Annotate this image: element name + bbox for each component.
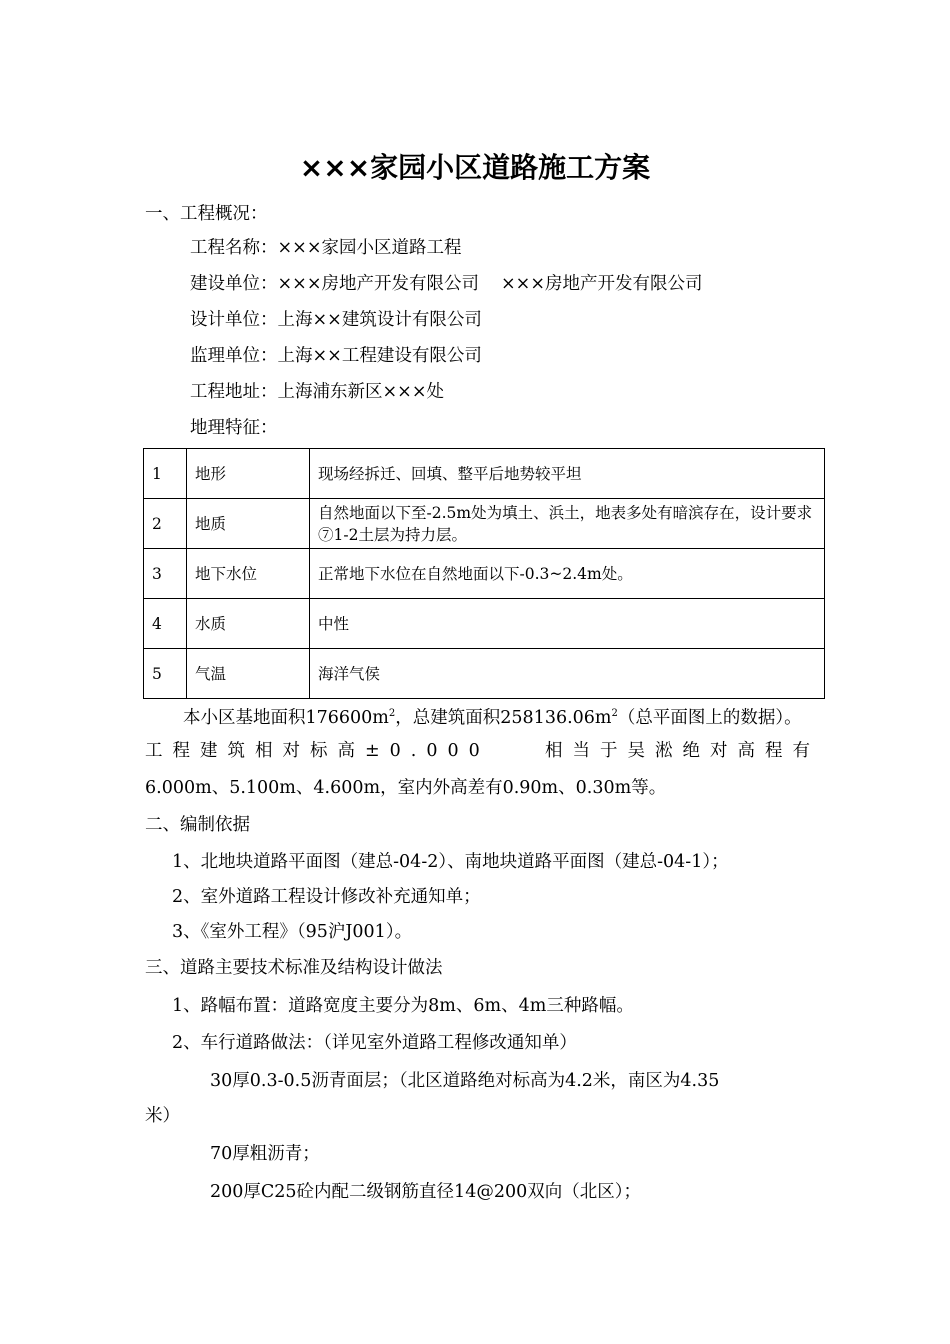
row-number: 2 bbox=[144, 499, 187, 549]
geo-features-heading: 地理特征： bbox=[190, 418, 278, 438]
row-number: 5 bbox=[144, 649, 187, 699]
layer-1-continued: 米） bbox=[145, 1106, 180, 1126]
table-row bbox=[144, 599, 825, 649]
client-unit-primary: 建设单位：×××房地产开发有限公司 bbox=[190, 274, 479, 294]
geo-features-table bbox=[143, 448, 825, 699]
basis-item-1: 1、北地块道路平面图（建总-04-2）、南地块道路平面图（建总-04-1）； bbox=[172, 852, 729, 872]
section-3-heading: 三、道路主要技术标准及结构设计做法 bbox=[145, 958, 443, 978]
section-2-heading: 二、编制依据 bbox=[145, 815, 250, 835]
layer-2: 70厚粗沥青； bbox=[210, 1144, 320, 1164]
client-unit-extra: ×××房地产开发有限公司 bbox=[501, 274, 703, 294]
site-area-text: 本小区基地面积176600m bbox=[183, 707, 389, 728]
layer-3: 200厚C25砼内配二级钢筋直径14@200双向（北区）； bbox=[210, 1182, 641, 1202]
superscript: 2 bbox=[388, 708, 396, 719]
row-description: 海洋气侯 bbox=[310, 649, 825, 699]
supervision-unit: 监理单位：上海××工程建设有限公司 bbox=[190, 346, 482, 366]
row-description: 中性 bbox=[310, 599, 825, 649]
area-line-2 bbox=[145, 739, 820, 763]
row-number: 3 bbox=[144, 549, 187, 599]
project-address: 工程地址：上海浦东新区×××处 bbox=[190, 382, 444, 402]
area-line-3: 6.000m、5.100m、4.600m，室内外高差有0.90m、0.30m等。 bbox=[145, 778, 667, 798]
client-unit bbox=[190, 272, 703, 296]
section-1-heading: 一、工程概况： bbox=[145, 204, 268, 224]
row-description: 自然地面以下至-2.5m处为填土、浜土，地表多处有暗滨存在，设计要求⑦1-2土层为持力层。 bbox=[310, 499, 825, 549]
basis-item-2: 2、室外道路工程设计修改补充通知单； bbox=[172, 887, 481, 907]
table-row bbox=[144, 449, 825, 499]
row-description: 现场经拆迁、回填、整平后地势较平坦 bbox=[310, 449, 825, 499]
building-area-text: ，总建筑面积258136.06m bbox=[395, 707, 612, 728]
table-row bbox=[144, 499, 825, 549]
area-line-1 bbox=[183, 702, 802, 730]
row-description: 正常地下水位在自然地面以下-0.3~2.4m处。 bbox=[310, 549, 825, 599]
layer-1: 30厚0.3-0.5沥青面层；（北区道路绝对标高为4.2米，南区为4.35 bbox=[210, 1071, 720, 1091]
table-row bbox=[144, 649, 825, 699]
table-row bbox=[144, 549, 825, 599]
row-item: 气温 bbox=[187, 649, 310, 699]
superscript: 2 bbox=[611, 708, 618, 719]
project-name: 工程名称：×××家园小区道路工程 bbox=[190, 238, 462, 258]
road-structure-item: 2、车行道路做法：（详见室外道路工程修改通知单） bbox=[172, 1033, 577, 1053]
design-unit: 设计单位：上海××建筑设计有限公司 bbox=[190, 310, 482, 330]
row-item: 水质 bbox=[187, 599, 310, 649]
row-number: 1 bbox=[144, 449, 187, 499]
row-item: 地形 bbox=[187, 449, 310, 499]
elevation-text: 工程建筑相对标高±0.000 bbox=[145, 741, 490, 761]
road-width-item: 1、路幅布置：道路宽度主要分为8m、6m、4m三种路幅。 bbox=[172, 996, 634, 1016]
area-source-note: （总平面图上的数据）。 bbox=[617, 707, 802, 728]
row-item: 地质 bbox=[187, 499, 310, 549]
row-number: 4 bbox=[144, 599, 187, 649]
row-item: 地下水位 bbox=[187, 549, 310, 599]
wusong-elevation-text: 相当于吴淞绝对高程有 bbox=[545, 741, 820, 761]
document-title: ×××家园小区道路施工方案 bbox=[299, 151, 651, 184]
basis-item-3: 3、《室外工程》（95沪J001）。 bbox=[172, 922, 413, 942]
